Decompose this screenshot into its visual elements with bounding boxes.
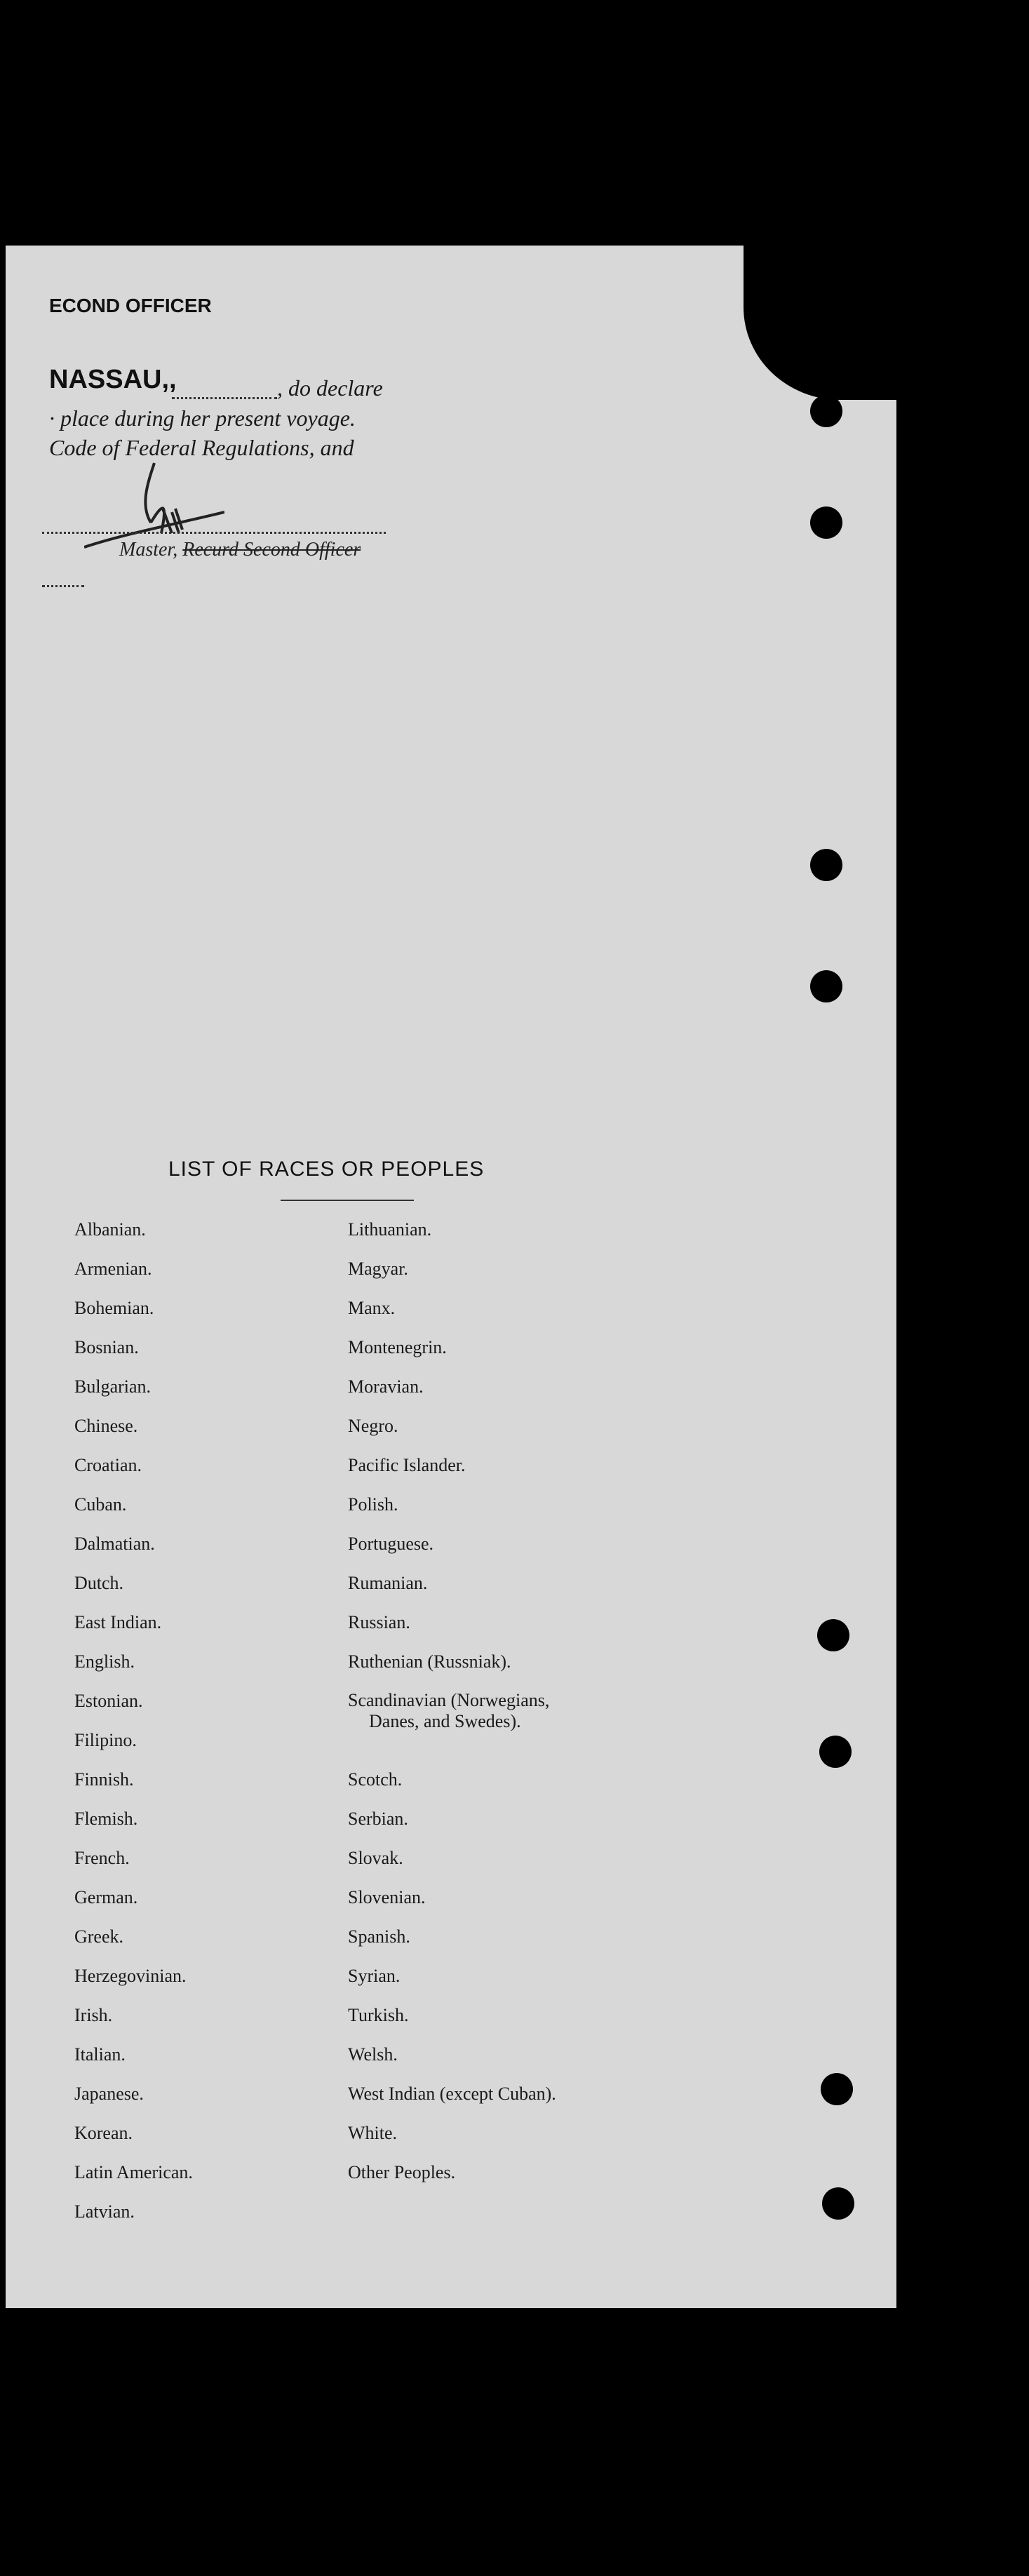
list-item: East Indian. [74, 1612, 162, 1632]
list-item: Negro. [348, 1416, 398, 1436]
punch-hole [810, 849, 842, 881]
list-item: Estonian. [74, 1691, 143, 1711]
declare-text: , do declare [277, 375, 383, 401]
list-item: Magyar. [348, 1259, 408, 1279]
list-item: English. [74, 1651, 135, 1672]
list-item: Latin American. [74, 2162, 193, 2182]
punch-hole [822, 2187, 854, 2220]
regulations-line: Code of Federal Regulations, and [49, 435, 354, 460]
list-item: Flemish. [74, 1809, 138, 1829]
list-item: Chinese. [74, 1416, 138, 1436]
races-right-column [348, 1210, 556, 2192]
list-item: Armenian. [74, 1259, 152, 1279]
races-left-column [74, 1210, 193, 2232]
races-list-title: LIST OF RACES OR PEOPLES [168, 1158, 485, 1181]
master-signature-line [119, 539, 361, 561]
list-item: Dalmatian. [74, 1534, 155, 1554]
title-underline [281, 1200, 414, 1201]
list-item: Cuban. [74, 1494, 127, 1515]
list-item: Filipino. [74, 1730, 137, 1750]
list-item: Korean. [74, 2123, 133, 2143]
list-item: Croatian. [74, 1455, 142, 1475]
list-item: Finnish. [74, 1769, 134, 1790]
list-item: Bulgarian. [74, 1376, 152, 1397]
list-item: Moravian. [348, 1376, 424, 1397]
short-dotted-line [42, 585, 84, 587]
list-item: Montenegrin. [348, 1337, 447, 1357]
struck-officer-text: Recurd Second Officer [182, 539, 361, 561]
list-item: Irish. [74, 2005, 113, 2025]
list-item: Greek. [74, 1926, 124, 1947]
list-item: Other Peoples. [348, 2162, 456, 2182]
list-item: Herzegovinian. [74, 1966, 187, 1986]
list-item: Bosnian. [74, 1337, 139, 1357]
list-item: Russian. [348, 1612, 410, 1632]
list-item: Japanese. [74, 2084, 144, 2104]
list-item: Latvian. [74, 2201, 135, 2222]
list-item: Welsh. [348, 2044, 398, 2065]
list-item: Slovenian. [348, 1887, 426, 1907]
punch-hole [821, 2073, 853, 2105]
list-item: French. [74, 1848, 130, 1868]
punch-hole [810, 395, 842, 427]
list-item: Bohemian. [74, 1298, 154, 1318]
punch-hole [810, 970, 842, 1002]
list-item: German. [74, 1887, 138, 1907]
list-item-scandinavian [348, 1682, 556, 1760]
list-item: Albanian. [74, 1219, 146, 1240]
punch-hole [819, 1736, 852, 1768]
list-item: Lithuanian. [348, 1219, 432, 1240]
list-item: Polish. [348, 1494, 398, 1515]
signature-dotted-line [42, 532, 386, 534]
list-item: Serbian. [348, 1809, 408, 1829]
list-item: Rumanian. [348, 1573, 428, 1593]
scandinavian-line-1: Scandinavian (Norwegians, [348, 1690, 550, 1710]
ship-name-dotted-line [172, 397, 277, 399]
list-item: Manx. [348, 1298, 396, 1318]
list-item: Syrian. [348, 1966, 401, 1986]
voyage-line: · place during her present voyage. [49, 405, 356, 431]
punch-hole [817, 1619, 849, 1651]
list-item: Italian. [74, 2044, 126, 2065]
officer-heading: ECOND OFFICER [49, 295, 212, 316]
scandinavian-line-2: Danes, and Swedes). [369, 1711, 521, 1731]
list-item: Pacific Islander. [348, 1455, 466, 1475]
list-item: White. [348, 2123, 398, 2143]
punch-hole [810, 507, 842, 539]
master-label: Master, [119, 539, 178, 561]
list-item: Turkish. [348, 2005, 409, 2025]
list-item: West Indian (except Cuban). [348, 2084, 556, 2104]
list-item: Spanish. [348, 1926, 410, 1947]
list-item: Ruthenian (Russniak). [348, 1651, 511, 1672]
list-item: Portuguese. [348, 1534, 434, 1554]
list-item: Dutch. [74, 1573, 124, 1593]
list-item: Scotch. [348, 1769, 403, 1790]
ship-name: NASSAU,, [49, 365, 177, 394]
list-item: Slovak. [348, 1848, 403, 1868]
